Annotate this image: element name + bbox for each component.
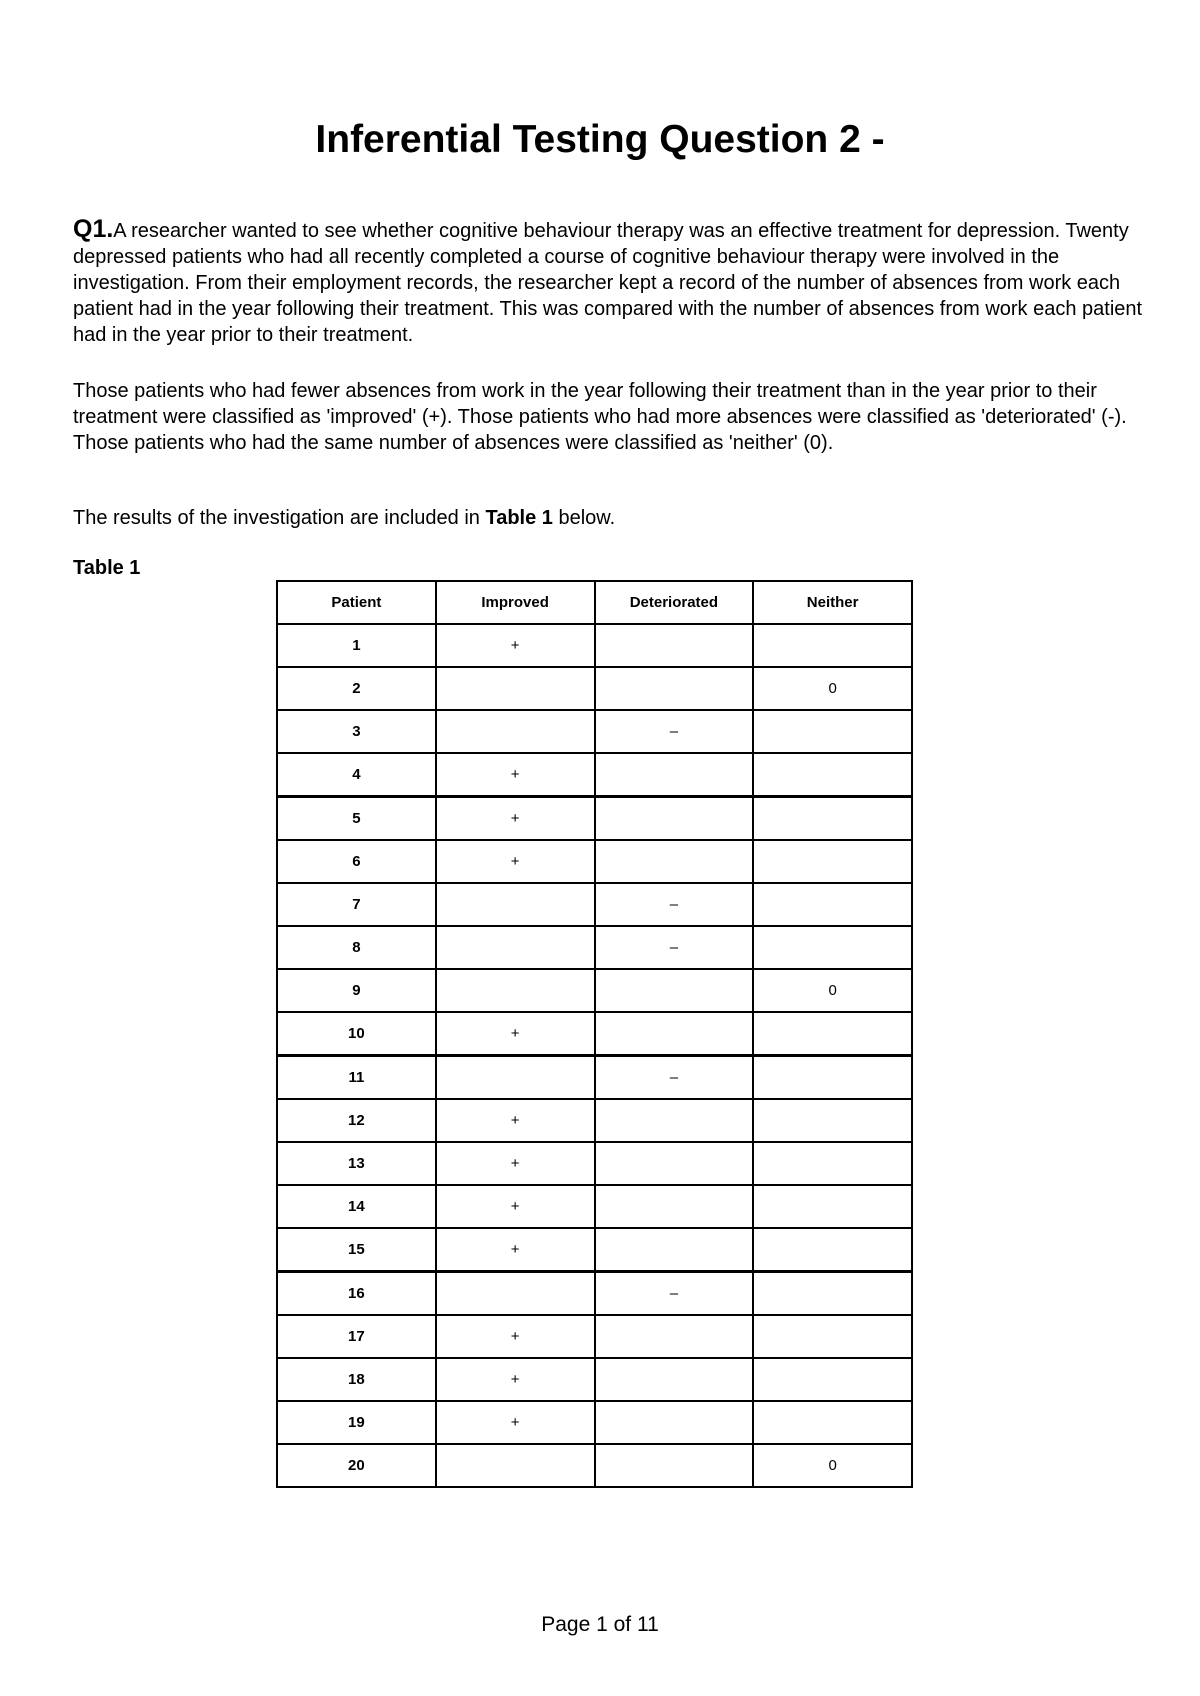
table-row: [277, 840, 912, 883]
cell-neither: [753, 1185, 912, 1228]
table-row: [277, 1401, 912, 1444]
table-row: [277, 1056, 912, 1100]
cell-patient: 13: [277, 1142, 436, 1185]
cell-patient: 12: [277, 1099, 436, 1142]
table-row: [277, 969, 912, 1012]
cell-deteriorated: –: [595, 710, 754, 753]
table-row: [277, 1272, 912, 1316]
cell-neither: [753, 1228, 912, 1272]
table-label: Table 1: [73, 557, 141, 579]
cell-neither: [753, 1056, 912, 1100]
cell-improved: +: [436, 1228, 595, 1272]
cell-deteriorated: [595, 667, 754, 710]
cell-improved: [436, 969, 595, 1012]
cell-patient: 4: [277, 753, 436, 797]
cell-neither: [753, 1272, 912, 1316]
cell-deteriorated: [595, 1315, 754, 1358]
question-paragraph-2: Those patients who had fewer absences from work in the year following their treatment than in the year prior to their treatment were classified as 'improved' (+). Those patients who had more absences were classified as 'deteriorated' (-). Those patients who had the same number of absences were classified as 'neither' (0).: [73, 380, 1127, 454]
table-header-row: [277, 581, 912, 624]
table-row: [277, 1012, 912, 1056]
cell-patient: 1: [277, 624, 436, 667]
table-row: [277, 624, 912, 667]
cell-improved: +: [436, 1142, 595, 1185]
table-body: [277, 624, 912, 1487]
cell-patient: 2: [277, 667, 436, 710]
cell-improved: [436, 926, 595, 969]
table-row: [277, 1185, 912, 1228]
paragraph-3-start: The results of the investigation are included in: [73, 507, 486, 529]
cell-neither: [753, 797, 912, 841]
cell-patient: 8: [277, 926, 436, 969]
cell-neither: 0: [753, 667, 912, 710]
cell-improved: [436, 710, 595, 753]
cell-deteriorated: [595, 624, 754, 667]
cell-patient: 11: [277, 1056, 436, 1100]
cell-patient: 18: [277, 1358, 436, 1401]
cell-neither: 0: [753, 969, 912, 1012]
cell-deteriorated: [595, 1358, 754, 1401]
table-row: [277, 797, 912, 841]
cell-improved: +: [436, 624, 595, 667]
cell-improved: +: [436, 1358, 595, 1401]
cell-neither: [753, 1401, 912, 1444]
table-row: [277, 710, 912, 753]
cell-patient: 17: [277, 1315, 436, 1358]
cell-deteriorated: [595, 1401, 754, 1444]
cell-improved: [436, 883, 595, 926]
cell-neither: [753, 1358, 912, 1401]
cell-deteriorated: [595, 840, 754, 883]
cell-patient: 6: [277, 840, 436, 883]
cell-improved: [436, 1444, 595, 1487]
cell-improved: +: [436, 1401, 595, 1444]
table-row: [277, 1099, 912, 1142]
question-paragraph-1: [73, 216, 1143, 348]
cell-deteriorated: [595, 969, 754, 1012]
cell-patient: 14: [277, 1185, 436, 1228]
cell-improved: +: [436, 753, 595, 797]
cell-neither: [753, 1099, 912, 1142]
cell-neither: [753, 710, 912, 753]
cell-deteriorated: [595, 753, 754, 797]
header-neither: Neither: [753, 581, 912, 624]
cell-deteriorated: –: [595, 926, 754, 969]
cell-neither: [753, 753, 912, 797]
cell-neither: [753, 1012, 912, 1056]
cell-improved: [436, 1056, 595, 1100]
cell-patient: 7: [277, 883, 436, 926]
cell-improved: [436, 1272, 595, 1316]
cell-deteriorated: [595, 1444, 754, 1487]
page-number: Page 1 of 11: [541, 1613, 659, 1636]
table-row: [277, 667, 912, 710]
cell-patient: 19: [277, 1401, 436, 1444]
cell-patient: 15: [277, 1228, 436, 1272]
table-reference: Table 1: [485, 507, 553, 529]
cell-improved: +: [436, 1315, 595, 1358]
cell-neither: [753, 1142, 912, 1185]
cell-improved: +: [436, 840, 595, 883]
cell-patient: 16: [277, 1272, 436, 1316]
cell-neither: [753, 840, 912, 883]
cell-neither: [753, 883, 912, 926]
table-row: [277, 883, 912, 926]
cell-deteriorated: [595, 1099, 754, 1142]
cell-improved: +: [436, 1099, 595, 1142]
header-improved: Improved: [436, 581, 595, 624]
page-title: Inferential Testing Question 2 -: [315, 118, 885, 161]
cell-neither: [753, 926, 912, 969]
cell-deteriorated: [595, 1012, 754, 1056]
cell-improved: [436, 667, 595, 710]
cell-deteriorated: –: [595, 1056, 754, 1100]
table-row: [277, 1228, 912, 1272]
cell-deteriorated: [595, 1228, 754, 1272]
cell-patient: 9: [277, 969, 436, 1012]
table-row: [277, 1358, 912, 1401]
question-text-1: A researcher wanted to see whether cognitive behaviour therapy was an effective treatment for depression. Twenty depressed patients who had all recently completed a course of cognitive behaviour therapy were involved in the investigation. From their employment records, the researcher kept a record of the number of absences from work each patient had in the year following their treatment. This was compared with the number of absences from work each patient had in the year prior to their treatment.: [73, 220, 1143, 346]
cell-neither: [753, 624, 912, 667]
table-row: [277, 753, 912, 797]
cell-patient: 5: [277, 797, 436, 841]
table-row: [277, 1444, 912, 1487]
cell-deteriorated: [595, 797, 754, 841]
cell-deteriorated: –: [595, 1272, 754, 1316]
cell-deteriorated: [595, 1185, 754, 1228]
table-row: [277, 1142, 912, 1185]
cell-neither: 0: [753, 1444, 912, 1487]
cell-improved: +: [436, 1185, 595, 1228]
question-paragraph-3: [73, 505, 1143, 531]
cell-patient: 20: [277, 1444, 436, 1487]
cell-neither: [753, 1315, 912, 1358]
table-row: [277, 926, 912, 969]
cell-deteriorated: [595, 1142, 754, 1185]
cell-improved: +: [436, 797, 595, 841]
cell-deteriorated: –: [595, 883, 754, 926]
question-label: Q1.: [73, 215, 114, 243]
table-row: [277, 1315, 912, 1358]
results-table: [276, 580, 913, 1488]
header-deteriorated: Deteriorated: [595, 581, 754, 624]
paragraph-3-end: below.: [552, 507, 616, 529]
cell-patient: 3: [277, 710, 436, 753]
cell-patient: 10: [277, 1012, 436, 1056]
cell-improved: +: [436, 1012, 595, 1056]
header-patient: Patient: [277, 581, 436, 624]
